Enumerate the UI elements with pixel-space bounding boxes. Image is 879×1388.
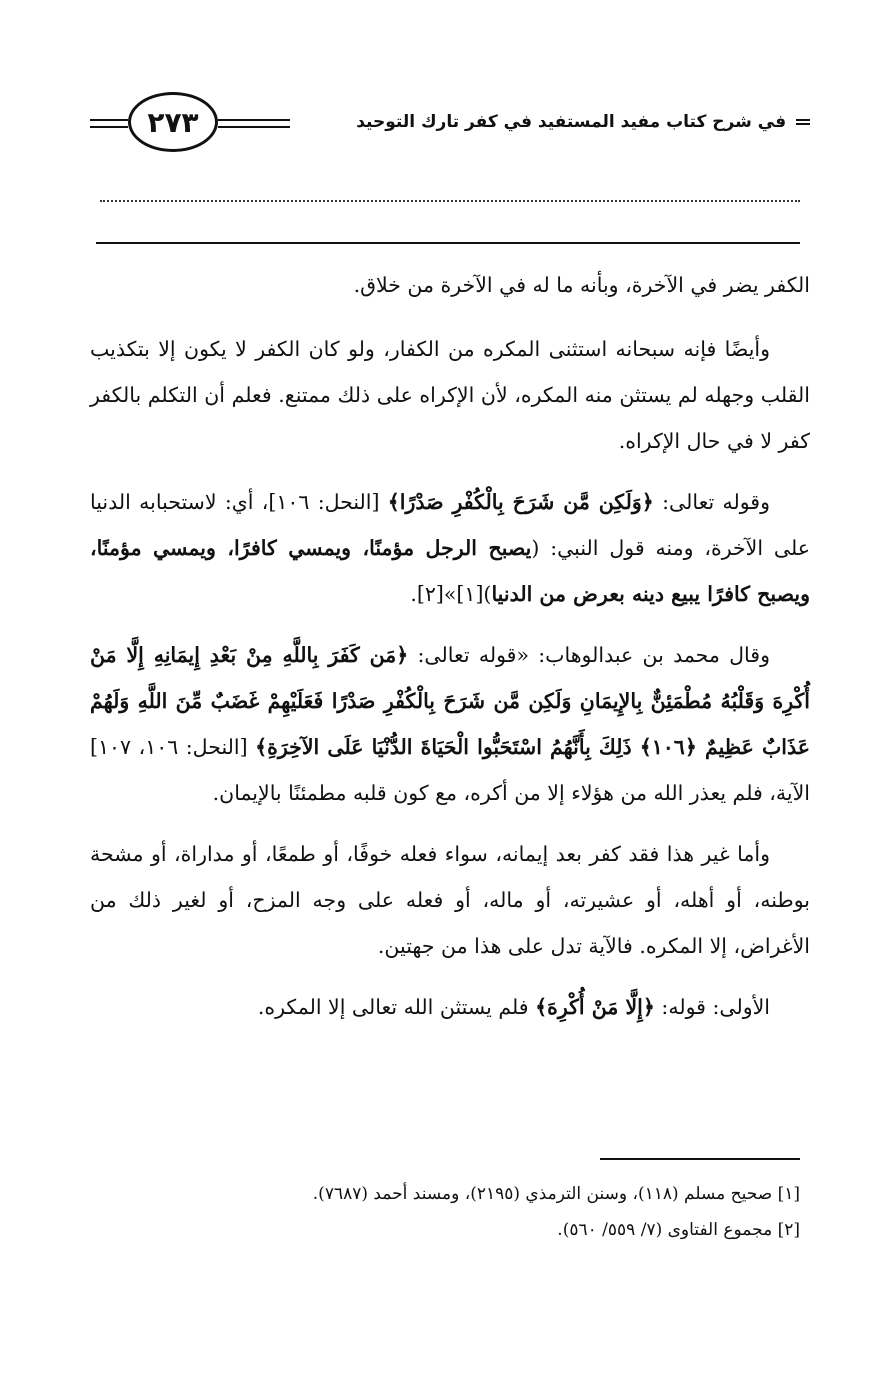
paragraph — [90, 984, 810, 1030]
paragraph-text: فلم يستثن الله تعالى إلا المكره. — [257, 995, 529, 1019]
title-dash-icon — [796, 119, 810, 125]
paragraph-text: وقوله تعالى: — [662, 490, 770, 514]
header-ornament-right — [218, 119, 290, 128]
paragraph-text: الأولى: قوله: — [661, 995, 770, 1019]
paragraph — [90, 632, 810, 816]
footnote: [١] صحيح مسلم (١١٨)، وسنن الترمذي (٢١٩٥)، ومسند أحمد (٧٦٨٧). — [312, 1184, 800, 1204]
paragraph — [90, 479, 810, 617]
footnote-rule — [600, 1158, 800, 1160]
paragraph-text: وقال محمد بن عبدالوهاب: «قوله تعالى: — [417, 643, 770, 667]
main-text — [90, 262, 810, 1045]
hadith-quote: يصبح الرجل مؤمنًا، ويمسي كافرًا، ويمسي مؤمنًا، ويصبح كافرًا يبيع دينه بعرض من الدنيا — [90, 536, 810, 606]
quran-quote: ﴿إِلَّا مَنْ أُكْرِهَ﴾ — [535, 995, 655, 1019]
page-number: ٢٧٣ — [147, 105, 199, 139]
paragraph: الكفر يضر في الآخرة، وبأنه ما له في الآخرة من خلاق. — [353, 273, 810, 297]
paragraph: وأما غير هذا فقد كفر بعد إيمانه، سواء فعله خوفًا، أو طمعًا، أو مداراة، أو مشحة بوطنه، أو أهله، أو عشيرته، أو ماله، أو فعله على وجه المزح، أو لغير ذلك من الأغراض، إلا المكره. فالآية تدل على هذا من جهتين. — [90, 842, 810, 958]
quran-quote: ﴿مَن كَفَرَ بِاللَّهِ مِنْ بَعْدِ إِيمَانِهِ إِلَّا مَنْ أُكْرِهَ وَقَلْبُهُ مُطْمَئِنٌّ بِالإِيمَانِ وَلَكِن مَّن شَرَحَ بِالْكُفْرِ صَدْرًا فَعَلَيْهِمْ غَضَبٌ مِّنَ اللَّهِ وَلَهُمْ عَذَابٌ عَظِيمٌ ﴿١٠٦﴾ ذَلِكَ بِأَنَّهُمُ اسْتَحَبُّوا الْحَيَاةَ الدُّنْيَا عَلَى الآخِرَةِ﴾ — [90, 643, 810, 759]
quran-quote: ﴿وَلَكِن مَّن شَرَحَ بِالْكُفْرِ صَدْرًا﴾ — [387, 490, 654, 514]
footnote-refs: )[١]»[٢]. — [410, 582, 492, 606]
paragraph-text: [النحل: ١٠٦]، أي: لاستحبابه الدنيا على الآخرة، ومنه قول النبي: ( — [90, 490, 810, 560]
paragraph: وأيضًا فإنه سبحانه استثنى المكره من الكفار، ولو كان الكفر لا يكون إلا بتكذيب القلب وجهله لم يستثن منه المكره، لأن الإكراه على ذلك ممتنع. فعلم أن التكلم بالكفر كفر لا في حال الإكراه. — [90, 337, 810, 453]
dotted-separator — [100, 200, 800, 212]
top-rule — [96, 242, 800, 244]
header-ornament-left — [90, 119, 128, 128]
running-title-text: في شرح كتاب مفيد المستفيد في كفر تارك التوحيد — [356, 112, 787, 132]
running-title — [356, 112, 810, 132]
page-number-badge — [128, 92, 218, 152]
footnotes — [90, 1176, 800, 1248]
footnote: [٢] مجموع الفتاوى (٧/ ٥٥٩/ ٥٦٠). — [557, 1220, 800, 1240]
page-header — [90, 92, 810, 162]
paragraph-text: [النحل: ١٠٦، ١٠٧] الآية، فلم يعذر الله من هؤلاء إلا من أكره، مع كون قلبه مطمئنًا بالإيمان. — [90, 735, 810, 805]
